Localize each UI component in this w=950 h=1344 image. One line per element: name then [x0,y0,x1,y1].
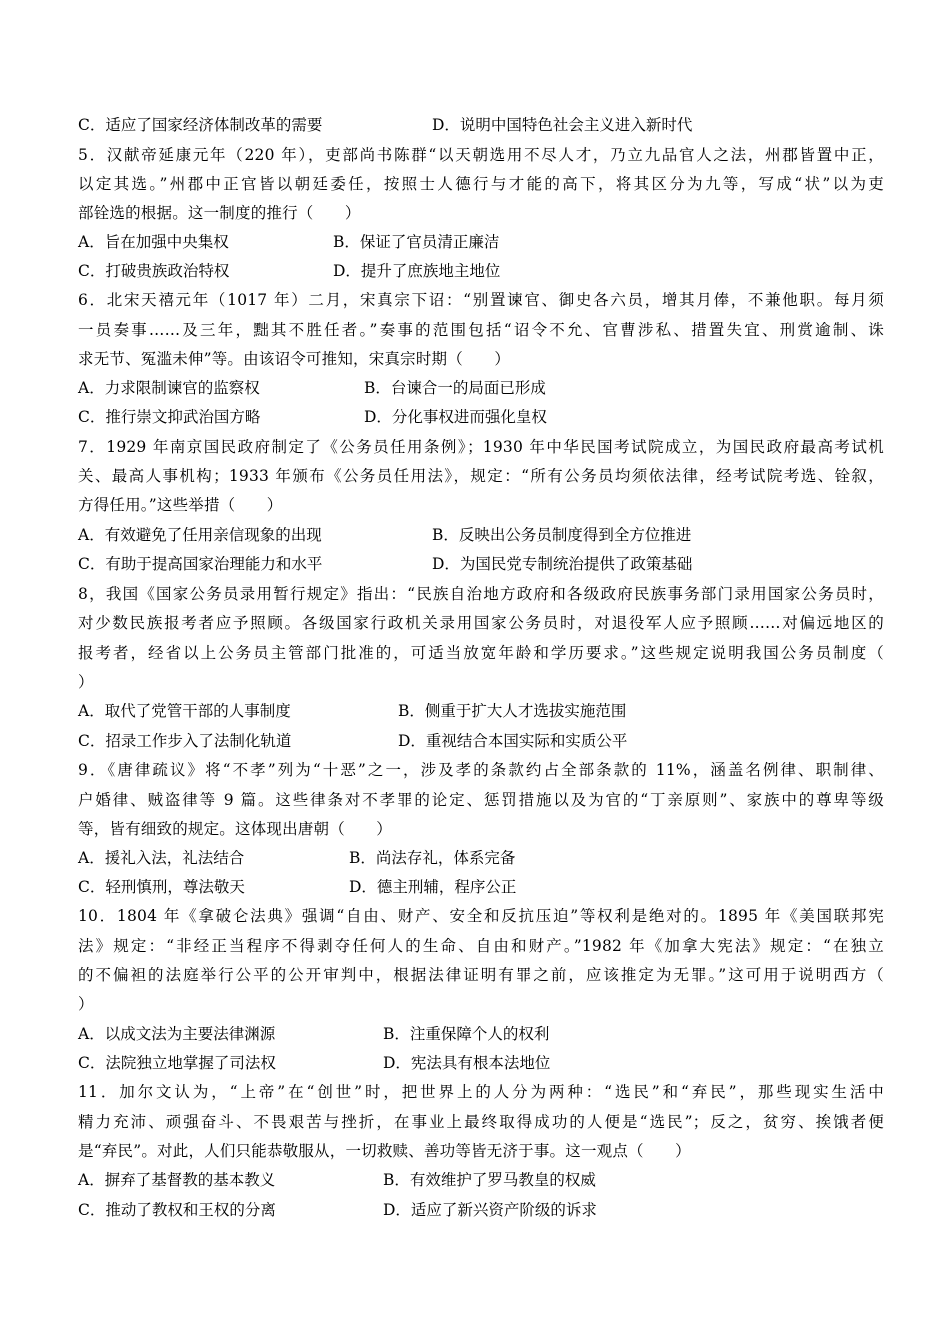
q6-stem-line2: 一员奏事……及三年，黜其不胜任者。”奏事的范围包括“诏令不允、官曹涉私、措置失宜、刑赏逾制、诛 [78,321,884,339]
q10-stem-line4: ） [78,995,94,1013]
q5-option-a: A．旨在加强中央集权 [78,233,229,251]
option-c-prev: C．适应了国家经济体制改革的需要 [78,116,323,134]
q6-stem-line3: 求无节、冤滥未伸”等。由该诏令可推知，宋真宗时期（ ） [78,350,511,368]
q5-stem-line1: 5．汉献帝延康元年（220 年），吏部尚书陈群“以天朝选用不尽人才，乃立九品官人之法，州郡皆置中正， [78,146,884,164]
q11-option-b: B．有效维护了罗马教皇的权威 [383,1171,596,1189]
q9-stem-line3: 等，皆有细致的规定。这体现出唐朝（ ） [78,820,393,838]
q10-option-a: A．以成文法为主要法律渊源 [78,1025,276,1043]
q8-option-c: C．招录工作步入了法制化轨道 [78,732,292,750]
q11-stem-line3: 是“弃民”。对此，人们只能恭敬服从，一切救赎、善功等皆无济于事。这一观点（ ） [78,1142,691,1160]
q8-stem-line2: 对少数民族报考者应予照顾。各级国家行政机关录用国家公务员时，对退役军人应予照顾……对偏远地区的 [78,614,884,632]
q9-stem-line1: 9．《唐律疏议》将“不孝”列为“十恶”之一，涉及孝的条款约占全部条款的 11%，涵盖名例律、职制律、 [78,761,884,779]
q11-stem-line1: 11．加尔文认为，“上帝”在“创世”时，把世界上的人分为两种：“选民”和“弃民”，那些现实生活中 [78,1083,884,1101]
q5-stem-line3: 部铨选的根据。这一制度的推行（ ） [78,204,361,222]
q10-stem-line2: 法》规定：“非经正当程序不得剥夺任何人的生命、自由和财产。”1982 年《加拿大宪法》规定：“在独立 [78,937,884,955]
q10-option-c: C．法院独立地掌握了司法权 [78,1054,276,1072]
q5-option-d: D．提升了庶族地主地位 [333,262,501,280]
q6-option-c: C．推行崇文抑武治国方略 [78,408,261,426]
q7-option-c: C．有助于提高国家治理能力和水平 [78,555,323,573]
q5-option-b: B．保证了官员清正廉洁 [333,233,500,251]
q5-option-c: C．打破贵族政治特权 [78,262,230,280]
q7-option-d: D．为国民党专制统治提供了政策基础 [432,555,693,573]
q9-option-b: B．尚法存礼，体系完备 [349,849,516,867]
q8-option-a: A．取代了党管干部的人事制度 [78,702,291,720]
q8-option-d: D．重视结合本国实际和实质公平 [398,732,628,750]
q10-option-b: B．注重保障个人的权利 [383,1025,550,1043]
q10-option-d: D．宪法具有根本法地位 [383,1054,551,1072]
q9-option-d: D．德主刑辅，程序公正 [349,878,517,896]
q9-stem-line2: 户婚律、贼盗律等 9 篇。这些律条对不孝罪的论定、惩罚措施以及为官的“丁亲原则”、家族中的尊卑等级 [78,791,884,809]
q7-option-b: B．反映出公务员制度得到全方位推进 [432,526,692,544]
q11-option-c: C．推动了教权和王权的分离 [78,1201,276,1219]
q7-option-a: A．有效避免了任用亲信现象的出现 [78,526,322,544]
q8-option-b: B．侧重于扩大人才选拔实施范围 [398,702,627,720]
q11-option-a: A．摒弃了基督教的基本教义 [78,1171,276,1189]
option-d-prev: D．说明中国特色社会主义进入新时代 [432,116,693,134]
q9-option-c: C．轻刑慎刑，尊法敬天 [78,878,245,896]
q6-option-a: A．力求限制谏官的监察权 [78,379,260,397]
q8-stem-line1: 8，我国《国家公务员录用暂行规定》指出：“民族自治地方政府和各级政府民族事务部门录用国家公务员时， [78,585,884,603]
q9-option-a: A．援礼入法，礼法结合 [78,849,245,867]
q6-option-b: B．台谏合一的局面已形成 [364,379,546,397]
q6-option-d: D．分化事权进而强化皇权 [364,408,547,426]
q5-stem-line2: 以定其选。”州郡中正官皆以朝廷委任，按照士人德行与才能的高下，将其区分为九等，写成“状”以为吏 [78,175,884,193]
q7-stem-line2: 关、最高人事机构；1933 年颁布《公务员任用法》，规定：“所有公务员均须依法律，经考试院考选、铨叙， [78,467,884,485]
q7-stem-line3: 方得任用。”这些举措（ ） [78,496,283,514]
q11-option-d: D．适应了新兴资产阶级的诉求 [383,1201,597,1219]
q10-stem-line1: 10．1804 年《拿破仑法典》强调“自由、财产、安全和反抗压迫”等权利是绝对的。1895 年《美国联邦宪 [78,907,884,925]
q8-stem-line3: 报考者，经省以上公务员主管部门批准的，可适当放宽年龄和学历要求。”这些规定说明我国公务员制度（ [78,644,884,662]
q8-stem-line4: ） [78,673,94,691]
q11-stem-line2: 精力充沛、顽强奋斗、不畏艰苦与挫折，在事业上最终取得成功的人便是“选民”；反之，贫穷、挨饿者便 [78,1113,884,1131]
q6-stem-line1: 6．北宋天禧元年（1017 年）二月，宋真宗下诏：“别置谏官、御史各六员，增其月俸，不兼他职。每月须 [78,291,884,309]
q7-stem-line1: 7．1929 年南京国民政府制定了《公务员任用条例》；1930 年中华民国考试院成立，为国民政府最高考试机 [78,438,884,456]
q10-stem-line3: 的不偏袒的法庭举行公平的公开审判中，根据法律证明有罪之前，应该推定为无罪。”这可用于说明西方（ [78,966,884,984]
